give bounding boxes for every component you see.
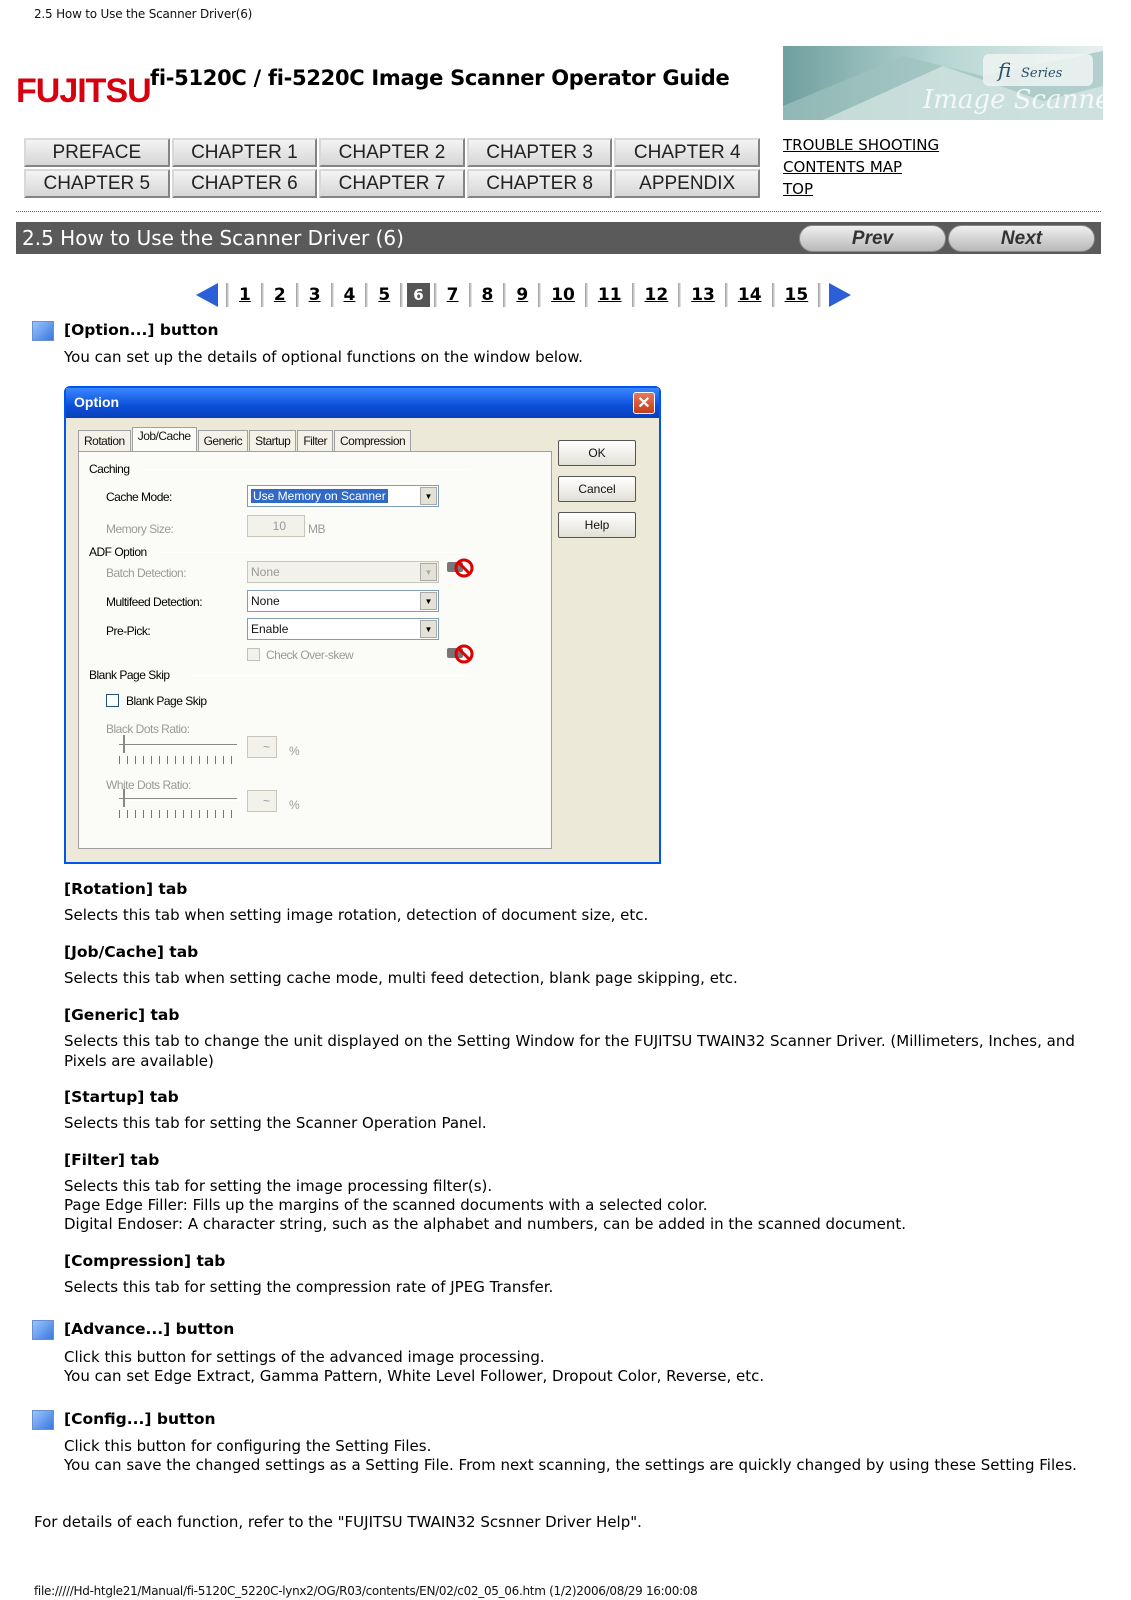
advance-desc-2: You can set Edge Extract, Gamma Pattern, White Level Follower, Dropout Color, Reverse, etc. xyxy=(64,1367,765,1385)
tab-job-cache[interactable]: Job/Cache xyxy=(132,427,197,451)
memory-size-label: Memory Size: xyxy=(106,522,174,536)
chapter-button-7[interactable]: CHAPTER 7 xyxy=(319,169,465,198)
prev-page-arrow-icon[interactable] xyxy=(196,283,218,307)
blank-page-group-label: Blank Page Skip xyxy=(89,668,170,682)
memory-size-spinner[interactable]: 10 xyxy=(247,515,305,537)
page-link-13[interactable]: 13 xyxy=(691,285,715,305)
filter-tab-heading: [Filter] tab xyxy=(64,1151,160,1169)
page-link-4[interactable]: 4 xyxy=(343,285,356,305)
unavailable-icon xyxy=(445,642,475,664)
section-title: 2.5 How to Use the Scanner Driver (6) xyxy=(22,226,404,250)
pre-pick-select[interactable]: Enable ▼ xyxy=(247,618,439,640)
current-page: 6 xyxy=(407,283,429,307)
check-overskew-label: Check Over-skew xyxy=(266,648,354,662)
filter-tab-desc-2: Page Edge Filler: Fills up the margins of the scanned documents with a selected color. xyxy=(64,1196,708,1214)
close-icon[interactable]: ✕ xyxy=(633,392,655,414)
black-dots-ratio-label: Black Dots Ratio: xyxy=(106,722,190,736)
config-desc-1: Click this button for configuring the Setting Files. xyxy=(64,1437,432,1455)
fi-series-banner xyxy=(783,46,1123,120)
page-link-8[interactable]: 8 xyxy=(481,285,494,305)
job-cache-tab-desc: Selects this tab when setting cache mode, multi feed detection, blank page skipping, etc. xyxy=(64,969,738,987)
chapter-button-5[interactable]: CHAPTER 5 xyxy=(24,169,170,198)
compression-tab-heading: [Compression] tab xyxy=(64,1252,226,1270)
print-header: 2.5 How to Use the Scanner Driver(6) xyxy=(34,7,253,21)
chapter-button-preface[interactable]: PREFACE xyxy=(24,138,170,167)
black-dots-value[interactable]: ~ xyxy=(247,736,277,758)
bullet-icon xyxy=(32,321,54,341)
cancel-button[interactable]: Cancel xyxy=(558,476,636,502)
prev-button[interactable]: Prev xyxy=(799,225,946,252)
next-page-arrow-icon[interactable] xyxy=(829,283,851,307)
tab-startup[interactable]: Startup xyxy=(249,430,296,451)
job-cache-panel xyxy=(78,451,552,849)
page-link-7[interactable]: 7 xyxy=(446,285,459,305)
tab-rotation[interactable]: Rotation xyxy=(78,430,131,451)
help-button[interactable]: Help xyxy=(558,512,636,538)
cache-mode-select[interactable]: Use Memory on Scanner ▼ xyxy=(247,485,439,507)
link-trouble-shooting[interactable]: TROUBLE SHOOTING xyxy=(783,136,940,154)
tab-filter[interactable]: Filter xyxy=(297,430,333,451)
slider-thumb[interactable] xyxy=(123,789,131,807)
chapter-button-1[interactable]: CHAPTER 1 xyxy=(172,138,318,167)
svg-text:Image Scanner: Image Scanner xyxy=(923,85,1123,115)
page-link-3[interactable]: 3 xyxy=(308,285,321,305)
config-desc-2: You can save the changed settings as a Setting File. From next scanning, the settings are quickly changed by using these Setting Files. xyxy=(64,1456,1077,1474)
chapter-button-4[interactable]: CHAPTER 4 xyxy=(614,138,760,167)
option-heading: [Option...] button xyxy=(64,321,219,339)
bullet-icon xyxy=(32,1320,54,1340)
caching-group-label: Caching xyxy=(89,462,130,476)
page-link-11[interactable]: 11 xyxy=(597,285,622,305)
bullet-icon xyxy=(32,1410,54,1430)
page-link-10[interactable]: 10 xyxy=(551,285,575,305)
advance-heading: [Advance...] button xyxy=(64,1320,235,1338)
ok-button[interactable]: OK xyxy=(558,440,636,466)
generic-tab-heading: [Generic] tab xyxy=(64,1006,180,1024)
filter-tab-desc-3: Digital Endoser: A character string, such as the alphabet and numbers, can be added in the scanned document. xyxy=(64,1215,906,1233)
memory-unit: MB xyxy=(308,522,325,536)
page-link-5[interactable]: 5 xyxy=(378,285,391,305)
dropdown-arrow-icon: ▼ xyxy=(420,620,437,638)
next-button[interactable]: Next xyxy=(948,225,1095,252)
multifeed-detection-label: Multifeed Detection: xyxy=(106,595,203,609)
rotation-tab-heading: [Rotation] tab xyxy=(64,880,188,898)
config-heading: [Config...] button xyxy=(64,1410,216,1428)
option-dialog xyxy=(64,386,661,864)
batch-detection-label: Batch Detection: xyxy=(106,566,187,580)
generic-tab-desc: Selects this tab to change the unit displayed on the Setting Window for the FUJITSU TWAIN32 Scanner Driver. (Millimeters, Inches, and Pixels are available) xyxy=(64,1032,1075,1070)
startup-tab-heading: [Startup] tab xyxy=(64,1088,179,1106)
percent-label: % xyxy=(289,798,300,812)
tab-compression[interactable]: Compression xyxy=(334,430,411,451)
banner-text: fi xyxy=(998,58,1012,82)
blank-page-skip-label: Blank Page Skip xyxy=(126,694,207,708)
doc-title: fi-5120C / fi-5220C Image Scanner Operator Guide xyxy=(150,66,730,90)
white-dots-value[interactable]: ~ xyxy=(247,790,277,812)
pre-pick-label: Pre-Pick: xyxy=(106,624,151,638)
adf-group-label: ADF Option xyxy=(89,545,147,559)
divider xyxy=(16,211,1101,212)
chapter-button-8[interactable]: CHAPTER 8 xyxy=(467,169,613,198)
chapter-button-6[interactable]: CHAPTER 6 xyxy=(172,169,318,198)
page-link-14[interactable]: 14 xyxy=(737,285,762,305)
startup-tab-desc: Selects this tab for setting the Scanner Operation Panel. xyxy=(64,1114,487,1132)
link-contents-map[interactable]: CONTENTS MAP xyxy=(783,158,903,176)
blank-page-skip-checkbox[interactable] xyxy=(106,694,119,707)
filter-tab-desc-1: Selects this tab for setting the image processing filter(s). xyxy=(64,1177,493,1195)
rotation-tab-desc: Selects this tab when setting image rotation, detection of document size, etc. xyxy=(64,906,649,924)
batch-detection-select[interactable]: None ▼ xyxy=(247,561,439,583)
percent-label: % xyxy=(289,744,300,758)
chapter-button-3[interactable]: CHAPTER 3 xyxy=(467,138,613,167)
link-top[interactable]: TOP xyxy=(783,180,814,198)
dialog-title: Option xyxy=(66,388,659,418)
side-links xyxy=(783,134,939,200)
cache-mode-label: Cache Mode: xyxy=(106,490,172,504)
page-link-9[interactable]: 9 xyxy=(516,285,529,305)
dropdown-arrow-icon: ▼ xyxy=(420,592,437,610)
option-desc: You can set up the details of optional functions on the window below. xyxy=(64,348,583,366)
dropdown-arrow-icon: ▼ xyxy=(420,487,437,505)
dropdown-arrow-icon: ▼ xyxy=(420,563,437,581)
slider-thumb[interactable] xyxy=(123,735,131,753)
page-link-12[interactable]: 12 xyxy=(644,285,669,305)
fujitsu-logo[interactable] xyxy=(16,66,151,112)
page-link-1[interactable]: 1 xyxy=(239,285,251,305)
multifeed-detection-select[interactable]: None ▼ xyxy=(247,590,439,612)
black-dots-slider[interactable] xyxy=(119,744,237,747)
dialog-tabs xyxy=(78,430,412,451)
footer-note: For details of each function, refer to the "FUJITSU TWAIN32 Scsnner Driver Help". xyxy=(34,1513,642,1531)
compression-tab-desc: Selects this tab for setting the compression rate of JPEG Transfer. xyxy=(64,1278,554,1296)
unavailable-icon xyxy=(445,556,475,578)
page-link-15[interactable]: 15 xyxy=(784,285,809,305)
print-footer: file://///Hd-htgle21/Manual/fi-5120C_5220C-lynx2/OG/R03/contents/EN/02/c02_05_06.htm (1/2)2006/08/29 16:00:08 xyxy=(34,1584,698,1598)
white-dots-ratio-label: White Dots Ratio: xyxy=(106,778,191,792)
job-cache-tab-heading: [Job/Cache] tab xyxy=(64,943,199,961)
chapter-button-appendix[interactable]: APPENDIX xyxy=(614,169,760,198)
advance-desc-1: Click this button for settings of the advanced image processing. xyxy=(64,1348,545,1366)
svg-text:FUJITSU: FUJITSU xyxy=(16,72,151,110)
page-pager xyxy=(196,280,851,310)
svg-text:Series: Series xyxy=(1021,66,1063,81)
chapter-nav xyxy=(24,138,760,198)
check-overskew-checkbox[interactable] xyxy=(247,648,260,661)
chapter-button-2[interactable]: CHAPTER 2 xyxy=(319,138,465,167)
white-dots-slider[interactable] xyxy=(119,798,237,801)
tab-generic[interactable]: Generic xyxy=(198,430,249,451)
page-link-2[interactable]: 2 xyxy=(273,285,286,305)
